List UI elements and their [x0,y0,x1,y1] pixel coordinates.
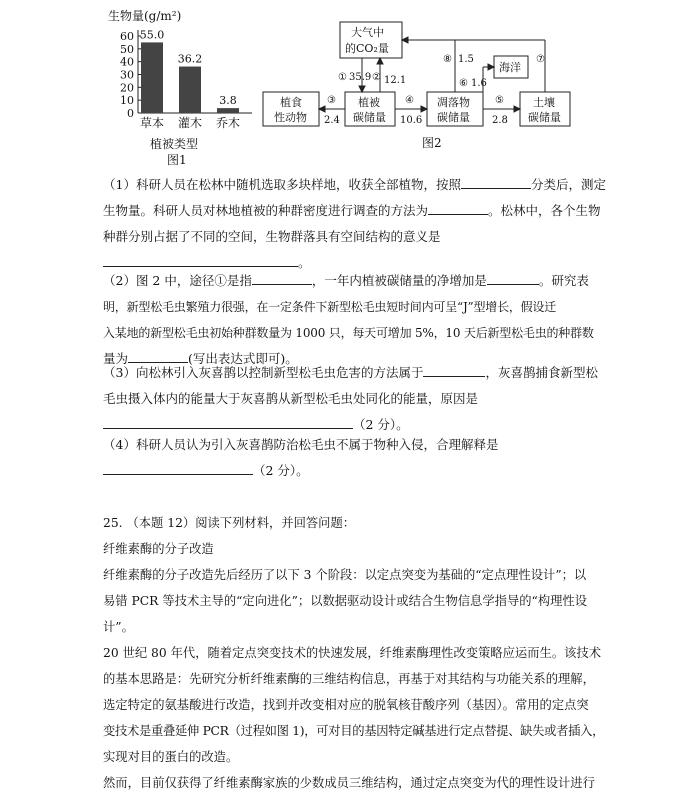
q25-title: 纤维素酶的分子改造 [103,542,214,556]
q25-p2-line5: 实现对目的蛋白的改造。 [103,750,239,764]
q25-heading: 25. （本题 12）阅读下列材料，并回答问题： [103,516,356,530]
arrowhead-path4 [421,106,427,112]
q25-p2-line1: 20 世纪 80 年代，随着定点突变技术的快速发展，纤维素酶理性改变策略应运而生。该技术 [103,646,602,660]
fig1-ytick-label: 50 [120,42,134,56]
litter-label-2: 碳储量 [437,111,470,124]
q1-blank-3[interactable] [103,251,298,267]
arrowhead-path6 [488,64,494,70]
question-2 [103,268,593,372]
q3-line-2 [103,386,593,412]
question-25 [103,510,605,796]
q1-line-2 [103,198,601,224]
q25-p2-line4: 变技术是重叠延伸 PCR（过程如图 1)，可对目的基因特定碱基进行定点替提、缺失或者插入， [103,724,605,738]
q1-blank-2[interactable] [428,199,488,215]
figures [0,0,692,172]
fig2-caption: 图2 [422,136,442,150]
q4-text-2b: （2 分）。 [253,463,309,478]
soil-label-1: 土壤 [533,96,555,109]
fig1-bar-value: 36.2 [177,52,203,66]
fig1-ytick-label: 0 [127,107,134,120]
q1-text-2a: 生物量。科研人员对林地植被的种群密度进行调查的方法为 [103,203,429,218]
label-path8: ⑧ [443,54,452,65]
label-path5: ⑤ [495,95,504,106]
q4-blank-1[interactable] [103,459,253,475]
figure-2-carbon-flow [263,22,570,126]
q2-text-4a: 量为 [103,351,129,366]
fig1-caption: 图1 [167,153,187,167]
label-path2: ② [372,72,381,83]
q2-blank-1[interactable] [252,269,312,285]
plant-label-1: 植被 [358,96,380,109]
plant-label-2: 碳储量 [353,111,386,124]
fig1-bar-value: 3.8 [219,94,237,108]
q1-text-2b: 。松林中，各个生物 [488,203,601,218]
label-12-1: 12.1 [384,75,407,86]
fig1-category-label: 乔木 [215,116,241,130]
q1-text-1a: （1）科研人员在松林中随机选取多块样地，收获全部植物，按照 [103,177,461,192]
arrowhead-path8 [402,37,408,43]
q4-text-1: （4）科研人员认为引入灰喜鹊防治松毛虫不属于物种入侵，合理解释是 [103,437,499,452]
q2-line-1 [103,268,593,294]
question-3 [103,360,598,438]
q2-text-1b: ，一年内植被碳储量的净增加是 [311,273,487,288]
figure-2-text [274,25,561,150]
q4-line-1 [103,432,593,458]
fig1-xlabel: 植被类型 [150,137,199,151]
q3-blank-1[interactable] [423,361,485,377]
q1-text-1b: 分类后，测定 [530,177,606,192]
fig1-ytick-label: 30 [120,68,134,82]
fig1-ytick-label: 20 [120,81,134,95]
label-10-6: 10.6 [400,115,423,126]
arrowhead-path2 [377,58,383,64]
question-1 [103,172,606,276]
fig1-bar-value: 55.0 [139,28,165,42]
q3-text-1b: ，灰喜鹊捕食新型松 [485,365,598,380]
arrowhead-path1 [359,86,365,92]
q1-line-1 [103,172,606,198]
q25-p1-line1: 纤维素酶的分子改造先后经历了以下 3 个阶段：以定点突变为基础的“定点理性设计”；以 [103,568,587,582]
label-path3: ③ [327,95,336,106]
question-4 [103,432,593,484]
fig1-bar [217,108,239,113]
q2-text-4b: (写出表达式即可)。 [188,351,298,366]
atmosphere-label-1: 大气中 [351,26,384,39]
fig1-ytick-label: 40 [120,55,134,69]
ocean-label: 海洋 [499,61,521,74]
label-1-5: 1.5 [458,54,474,65]
fig1-ytick-label: 10 [120,94,134,108]
q4-line-2 [103,458,593,484]
fig1-bar [179,67,201,113]
q2-text-3: 入某地的新型松毛虫初始种群数量为 1000 只，每天可增加 5%，10 天后新型松毛虫的种群数 [103,326,594,340]
fig1-category-label: 灌木 [177,116,203,130]
litter-label-1: 凋落物 [437,96,470,109]
q2-text-2: 明，新型松毛虫繁殖力很强，在一定条件下新型松毛虫短时间内可呈“J”型增长，假设迁 [103,300,557,314]
q3-line-1 [103,360,598,386]
q25-p1-line3: 计”。 [103,620,134,634]
fig1-ylabel: 生物量(g/m²) [108,9,182,23]
q1-text-4b: 。 [298,255,311,270]
q1-text-3: 种群分别占据了不同的空间，生物群落具有空间结构的意义是 [103,229,441,244]
q3-blank-2[interactable] [103,413,353,429]
fig1-bar [141,42,163,113]
q3-text-2: 毛虫摄入体内的能量大于灰喜鹊从新型松毛虫处同化的能量，原因是 [103,391,479,406]
q25-p3-line1: 然而，目前仅获得了纤维素酶家族的少数成员三维结构，通过定点突变为代的理性设计进行 [103,776,595,790]
q25-p2-line3: 选定特定的氨基酸进行改造，找到并改变相对应的脱氧核苷酸序列（基因）。常用的定点突 [103,698,589,712]
label-2-8: 2.8 [492,115,508,126]
fig1-category-label: 草本 [139,116,165,130]
soil-label-2: 碳储量 [528,111,561,124]
q1-line-3 [103,224,593,250]
q2-text-1c: 。研究表 [538,273,589,288]
q2-line-2 [103,294,593,320]
q1-blank-1[interactable] [461,173,531,189]
label-1-6: 1.6 [471,78,487,89]
label-path4: ④ [405,95,414,106]
figure-1-bar-chart [108,8,252,167]
q25-p2-line2: 的基本思路是：先研究分析纤维素酶的三维结构信息，再基于对其结构与功能关系的理解， [103,672,595,686]
q2-text-1a: （2）图 2 中，途径①是指 [103,273,252,288]
label-2-4: 2.4 [324,115,340,126]
q2-blank-2[interactable] [487,269,539,285]
arrowhead-path5 [514,106,520,112]
herbivore-label-1: 植食 [280,96,302,109]
q3-text-1a: （3）向松林引入灰喜鹊以控制新型松毛虫危害的方法属于 [103,365,424,380]
q3-text-3b: （2 分）。 [353,417,409,432]
herbivore-label-2: 性动物 [274,111,307,124]
atmosphere-label-2: 的CO₂量 [345,42,389,55]
label-35-9: 35.9 [349,72,372,83]
q25-p1-line2: 易错 PCR 等技术主导的“定向进化”；以数据驱动设计或结合生物信息学指导的“构理性设 [103,594,588,608]
q2-line-3 [103,320,593,346]
label-path1: ① [338,72,347,83]
fig1-ytick-label: 60 [120,30,134,43]
label-path6: ⑥ [459,78,468,89]
arrowhead-path3 [319,106,325,112]
label-path7: ⑦ [536,54,545,65]
